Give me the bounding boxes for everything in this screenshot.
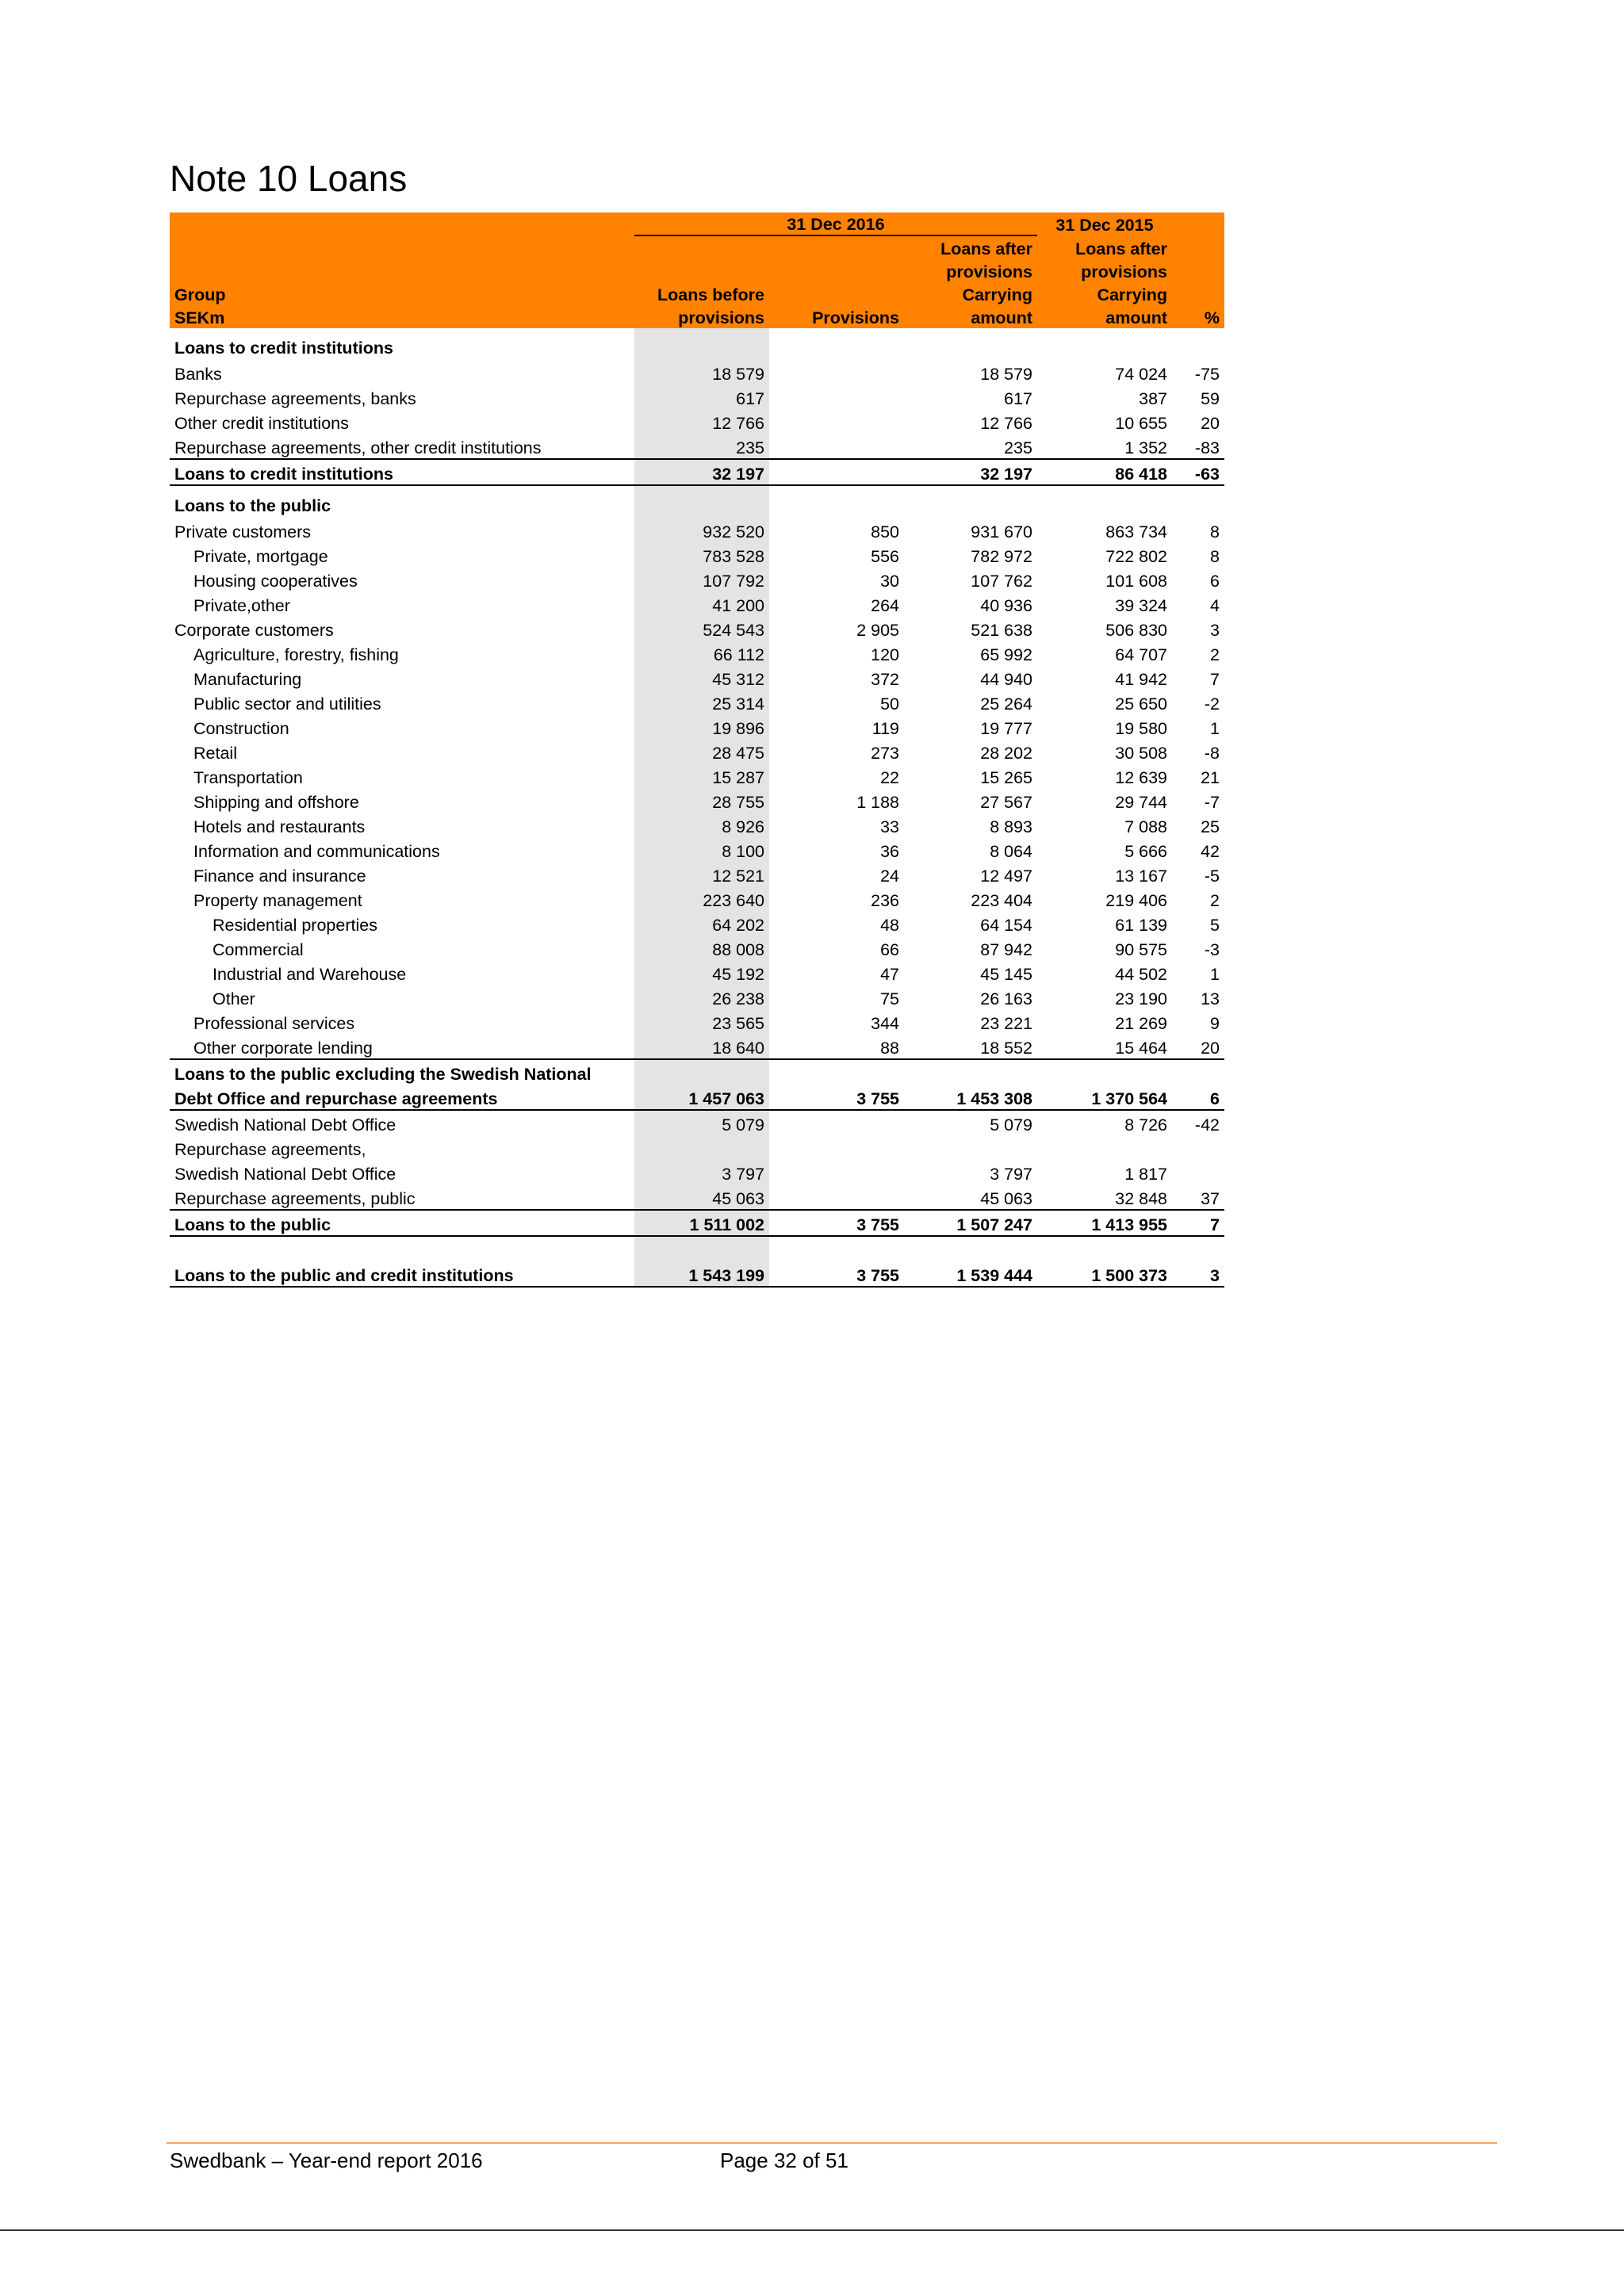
cell-after: 28 202 <box>980 744 1032 763</box>
footer-page-number: Page 32 of 51 <box>720 2149 848 2172</box>
cell-y2015: 19 580 <box>1115 719 1167 738</box>
cell-after: 223 404 <box>971 891 1032 910</box>
cell-y2015: 387 <box>1139 389 1167 408</box>
cell-after: 23 221 <box>980 1014 1032 1033</box>
cell-y2015: 506 830 <box>1105 621 1167 640</box>
cell-prov: 372 <box>871 670 899 689</box>
note-title: Note 10 Loans <box>170 158 408 199</box>
cell-prov <box>769 1135 904 1160</box>
cell-y2015: 29 744 <box>1115 793 1167 812</box>
cell-after: 12 497 <box>980 867 1032 886</box>
table-row <box>170 665 1224 690</box>
cell-y2015: 863 734 <box>1105 522 1167 541</box>
cell-before: 18 579 <box>634 360 769 385</box>
cell-after: 8 064 <box>990 842 1032 861</box>
cell-after: 12 766 <box>980 414 1032 433</box>
cell-before: 1 511 002 <box>634 1210 769 1236</box>
cell-prov <box>769 1160 904 1184</box>
cell-pct: -8 <box>1204 744 1220 763</box>
row-label: Property management <box>193 891 362 910</box>
cell-prov <box>769 1059 904 1085</box>
cell-prov: 66 <box>880 940 899 959</box>
table-row <box>170 862 1224 886</box>
table-row <box>170 1034 1224 1059</box>
cell-after: 18 579 <box>980 365 1032 384</box>
cell-after <box>904 1059 1037 1085</box>
cell-pct: 20 <box>1201 414 1220 433</box>
cell-after: 19 777 <box>980 719 1032 738</box>
cell-prov: 88 <box>880 1039 899 1058</box>
cell-before: 12 521 <box>634 862 769 886</box>
row-label: Debt Office and repurchase agreements <box>170 1085 634 1110</box>
table-row <box>170 1184 1224 1210</box>
cell-y2015: 25 650 <box>1115 695 1167 714</box>
cell-before: 45 312 <box>634 665 769 690</box>
row-label: Manufacturing <box>193 670 302 689</box>
col-after-header-l1: Loans after <box>904 235 1037 259</box>
cell-after <box>904 1236 1037 1256</box>
cell-prov: 30 <box>880 572 899 591</box>
cell-before: 28 475 <box>634 739 769 763</box>
cell-pct: 59 <box>1201 389 1220 408</box>
cell-pct: 1 <box>1210 965 1220 984</box>
table-row <box>170 542 1224 567</box>
cell-y2015: 44 502 <box>1115 965 1167 984</box>
row-label: Residential properties <box>213 916 377 935</box>
cell-y2015: 61 139 <box>1115 916 1167 935</box>
cell-after: 40 936 <box>980 596 1032 615</box>
col-2015-header-l2: provisions <box>1037 259 1172 282</box>
cell-after: 235 <box>1004 438 1032 457</box>
cell-after: 45 145 <box>980 965 1032 984</box>
table-row <box>170 567 1224 591</box>
row-label: Repurchase agreements, public <box>174 1189 416 1208</box>
row-label: Repurchase agreements, other credit institutions <box>174 438 542 457</box>
row-label: Other credit institutions <box>174 414 349 433</box>
cell-y2015: 21 269 <box>1115 1014 1167 1033</box>
cell-prov: 24 <box>880 867 899 886</box>
header-period-row <box>170 212 1224 235</box>
cell-after: 27 567 <box>980 793 1032 812</box>
cell-before: 88 008 <box>634 936 769 960</box>
table-row <box>170 434 1224 459</box>
cell-before: 8 926 <box>634 813 769 837</box>
row-label: Transportation <box>193 768 303 787</box>
total-row-credit <box>170 459 1224 485</box>
cell-pct: 4 <box>1210 596 1220 615</box>
row-label: Other <box>213 989 255 1008</box>
row-label: Private customers <box>174 522 312 541</box>
cell-before: 45 192 <box>634 960 769 985</box>
header-row-4 <box>170 305 1224 328</box>
cell-after: 64 154 <box>980 916 1032 935</box>
cell-before <box>634 1135 769 1160</box>
cell-pct <box>1172 1059 1224 1085</box>
cell-pct <box>1172 1135 1224 1160</box>
cell-prov: 3 755 <box>769 1085 904 1110</box>
cell-before: 26 238 <box>634 985 769 1009</box>
cell-after: 44 940 <box>980 670 1032 689</box>
col-before-header-l2: provisions <box>634 305 769 328</box>
cell-pct <box>1172 328 1224 360</box>
cell-after: 107 762 <box>971 572 1032 591</box>
cell-pct <box>1172 1160 1224 1184</box>
header-row-3 <box>170 282 1224 305</box>
cell-after: 5 079 <box>990 1115 1032 1135</box>
loans-table <box>170 212 1224 1288</box>
table-body <box>170 328 1224 1287</box>
section-heading-credit <box>170 328 1224 360</box>
table-row <box>170 763 1224 788</box>
cell-before: 617 <box>634 385 769 409</box>
table-row <box>170 886 1224 911</box>
table-row <box>170 690 1224 714</box>
cell-pct: 2 <box>1210 645 1220 664</box>
table-row <box>170 788 1224 813</box>
cell-after: 782 972 <box>971 547 1032 566</box>
cell-after: 8 893 <box>990 817 1032 836</box>
row-label: Hotels and restaurants <box>193 817 366 836</box>
row-label: Repurchase agreements, <box>174 1140 366 1159</box>
cell-prov: 36 <box>880 842 899 861</box>
header-row-2 <box>170 259 1224 282</box>
cell-prov: 273 <box>871 744 899 763</box>
footer-report-name: Swedbank – Year-end report 2016 <box>170 2149 483 2172</box>
cell-after: 15 265 <box>980 768 1032 787</box>
cell-y2015 <box>1037 1135 1172 1160</box>
cell-y2015 <box>1037 1059 1172 1085</box>
cell-after: 3 797 <box>990 1165 1032 1184</box>
cell-after: 87 942 <box>980 940 1032 959</box>
cell-before: 12 766 <box>634 409 769 434</box>
cell-y2015: 90 575 <box>1115 940 1167 959</box>
cell-pct: 37 <box>1201 1189 1220 1208</box>
cell-after: 65 992 <box>980 645 1032 664</box>
table-row <box>170 936 1224 960</box>
row-label: Housing cooperatives <box>193 572 358 591</box>
cell-before <box>634 1059 769 1085</box>
cell-pct: 20 <box>1201 1039 1220 1058</box>
cell-y2015: 10 655 <box>1115 414 1167 433</box>
col-2015-header-l1: Loans after <box>1037 235 1172 259</box>
cell-pct: -63 <box>1172 459 1224 485</box>
cell-pct: -3 <box>1204 940 1220 959</box>
cell-after: 617 <box>1004 389 1032 408</box>
cell-after: 1 453 308 <box>904 1085 1037 1110</box>
cell-pct: 8 <box>1210 547 1220 566</box>
row-label: Loans to the public <box>174 496 331 515</box>
cell-prov: 119 <box>871 719 899 738</box>
cell-pct: -7 <box>1204 793 1220 812</box>
cell-after <box>904 485 1037 518</box>
cell-y2015: 86 418 <box>1037 459 1172 485</box>
cell-after: 931 670 <box>971 522 1032 541</box>
cell-prov: 120 <box>871 645 899 664</box>
row-label: Shipping and offshore <box>193 793 359 812</box>
table-row <box>170 837 1224 862</box>
page-edge-line <box>0 2229 1624 2231</box>
cell-y2015: 39 324 <box>1115 596 1167 615</box>
cell-prov <box>769 459 904 485</box>
cell-before: 66 112 <box>634 641 769 665</box>
cell-prov <box>769 434 904 459</box>
cell-prov <box>769 385 904 409</box>
cell-before: 28 755 <box>634 788 769 813</box>
col-pct-header: % <box>1172 305 1224 328</box>
table-row <box>170 518 1224 542</box>
cell-before: 223 640 <box>634 886 769 911</box>
cell-before: 932 520 <box>634 518 769 542</box>
cell-after <box>904 328 1037 360</box>
cell-prov: 3 755 <box>769 1210 904 1236</box>
cell-prov: 48 <box>880 916 899 935</box>
row-label: Other corporate lending <box>193 1039 373 1058</box>
cell-pct: 13 <box>1201 989 1220 1008</box>
cell-pct: 7 <box>1210 670 1220 689</box>
table-row <box>170 641 1224 665</box>
cell-y2015: 41 942 <box>1115 670 1167 689</box>
cell-pct: -5 <box>1204 867 1220 886</box>
col-2015-header-l4: amount <box>1037 305 1172 328</box>
cell-after <box>904 1135 1037 1160</box>
cell-pct: 42 <box>1201 842 1220 861</box>
cell-before: 1 457 063 <box>634 1085 769 1110</box>
col-after-header-l2: provisions <box>904 259 1037 282</box>
unit-label: SEKm <box>170 305 634 328</box>
row-label: Professional services <box>193 1014 355 1033</box>
row-label: Public sector and utilities <box>193 695 381 714</box>
grand-total-row <box>170 1256 1224 1287</box>
cell-prov: 556 <box>871 547 899 566</box>
cell-pct: 3 <box>1172 1256 1224 1287</box>
cell-pct: 3 <box>1210 621 1220 640</box>
cell-y2015 <box>1037 328 1172 360</box>
cell-prov: 3 755 <box>769 1256 904 1287</box>
cell-after: 18 552 <box>980 1039 1032 1058</box>
cell-after: 26 163 <box>980 989 1032 1008</box>
cell-pct <box>1172 485 1224 518</box>
cell-pct: -75 <box>1194 365 1220 384</box>
cell-before: 32 197 <box>634 459 769 485</box>
cell-after: 32 197 <box>904 459 1037 485</box>
cell-before: 64 202 <box>634 911 769 936</box>
col-before-header-l1: Loans before <box>634 282 769 305</box>
row-label: Banks <box>174 365 222 384</box>
row-label: Loans to the public <box>170 1210 634 1236</box>
total-row-excl <box>170 1085 1224 1110</box>
cell-y2015: 74 024 <box>1115 365 1167 384</box>
cell-y2015: 23 190 <box>1115 989 1167 1008</box>
table-row <box>170 385 1224 409</box>
row-label: Commercial <box>213 940 304 959</box>
table-row <box>170 911 1224 936</box>
cell-after: 521 638 <box>971 621 1032 640</box>
cell-prov <box>769 360 904 385</box>
cell-pct: 9 <box>1210 1014 1220 1033</box>
cell-y2015: 1 817 <box>1124 1165 1167 1184</box>
row-label: Corporate customers <box>174 621 334 640</box>
period-2015-label: 31 Dec 2015 <box>1037 212 1172 235</box>
row-label: Loans to credit institutions <box>170 459 634 485</box>
cell-before <box>634 328 769 360</box>
cell-before: 25 314 <box>634 690 769 714</box>
cell-pct: 21 <box>1201 768 1220 787</box>
cell-prov <box>769 485 904 518</box>
period-2016-label: 31 Dec 2016 <box>634 212 1037 235</box>
table-row <box>170 714 1224 739</box>
cell-y2015: 7 088 <box>1124 817 1167 836</box>
cell-before: 18 640 <box>634 1034 769 1059</box>
cell-pct: 8 <box>1210 522 1220 541</box>
cell-pct: 25 <box>1201 817 1220 836</box>
row-label: Loans to the public and credit institutions <box>170 1256 634 1287</box>
cell-prov <box>769 1110 904 1135</box>
cell-y2015: 8 726 <box>1124 1115 1167 1135</box>
row-label <box>170 1236 634 1256</box>
cell-pct: 6 <box>1210 572 1220 591</box>
table-row <box>170 616 1224 641</box>
table-row <box>170 960 1224 985</box>
row-label: Finance and insurance <box>193 867 366 886</box>
table-row <box>170 1160 1224 1184</box>
total-row-excl-l1 <box>170 1059 1224 1085</box>
row-label: Private, mortgage <box>193 547 328 566</box>
table-row <box>170 360 1224 385</box>
cell-y2015: 32 848 <box>1115 1189 1167 1208</box>
cell-y2015: 13 167 <box>1115 867 1167 886</box>
spacer-row <box>170 1236 1224 1256</box>
cell-prov: 33 <box>880 817 899 836</box>
cell-pct: 6 <box>1172 1085 1224 1110</box>
cell-before: 3 797 <box>634 1160 769 1184</box>
col-provisions-header: Provisions <box>769 305 904 328</box>
cell-before: 783 528 <box>634 542 769 567</box>
row-label: Retail <box>193 744 237 763</box>
cell-prov: 75 <box>880 989 899 1008</box>
cell-y2015: 64 707 <box>1115 645 1167 664</box>
section-heading-public <box>170 485 1224 518</box>
cell-before: 23 565 <box>634 1009 769 1034</box>
cell-y2015: 1 413 955 <box>1037 1210 1172 1236</box>
cell-prov: 236 <box>871 891 899 910</box>
table-row <box>170 813 1224 837</box>
cell-before: 107 792 <box>634 567 769 591</box>
cell-y2015: 1 370 564 <box>1037 1085 1172 1110</box>
cell-after: 1 539 444 <box>904 1256 1037 1287</box>
table-row <box>170 1110 1224 1135</box>
cell-y2015: 15 464 <box>1115 1039 1167 1058</box>
cell-y2015: 1 500 373 <box>1037 1256 1172 1287</box>
group-label: Group <box>170 282 634 305</box>
cell-before: 1 543 199 <box>634 1256 769 1287</box>
cell-before: 19 896 <box>634 714 769 739</box>
row-label: Repurchase agreements, banks <box>174 389 416 408</box>
col-after-header-l4: amount <box>904 305 1037 328</box>
cell-after: 45 063 <box>980 1189 1032 1208</box>
col-2015-header-l3: Carrying <box>1037 282 1172 305</box>
cell-prov <box>769 1184 904 1210</box>
table-row <box>170 739 1224 763</box>
cell-before: 45 063 <box>634 1184 769 1210</box>
cell-prov: 2 905 <box>856 621 899 640</box>
cell-pct <box>1172 1236 1224 1256</box>
cell-prov: 50 <box>880 695 899 714</box>
cell-after: 25 264 <box>980 695 1032 714</box>
cell-prov <box>769 328 904 360</box>
cell-pct: 7 <box>1172 1210 1224 1236</box>
cell-before: 235 <box>634 434 769 459</box>
cell-after: 1 507 247 <box>904 1210 1037 1236</box>
cell-prov <box>769 409 904 434</box>
table-row <box>170 591 1224 616</box>
row-label: Swedish National Debt Office <box>174 1115 396 1135</box>
cell-before: 15 287 <box>634 763 769 788</box>
cell-before: 524 543 <box>634 616 769 641</box>
cell-pct: -42 <box>1194 1115 1220 1135</box>
cell-y2015: 219 406 <box>1105 891 1167 910</box>
cell-pct: 5 <box>1210 916 1220 935</box>
cell-y2015: 1 352 <box>1124 438 1167 457</box>
row-label: Industrial and Warehouse <box>213 965 407 984</box>
cell-y2015: 722 802 <box>1105 547 1167 566</box>
table-row <box>170 1135 1224 1160</box>
cell-pct: -83 <box>1194 438 1220 457</box>
cell-prov: 22 <box>880 768 899 787</box>
row-label: Swedish National Debt Office <box>174 1165 396 1184</box>
row-label: Loans to the public excluding the Swedish National <box>170 1059 634 1085</box>
cell-prov: 850 <box>871 522 899 541</box>
row-label: Agriculture, forestry, fishing <box>193 645 399 664</box>
cell-before: 5 079 <box>634 1110 769 1135</box>
cell-before: 8 100 <box>634 837 769 862</box>
cell-before <box>634 485 769 518</box>
cell-pct: 2 <box>1210 891 1220 910</box>
cell-before: 41 200 <box>634 591 769 616</box>
cell-y2015: 30 508 <box>1115 744 1167 763</box>
table-header <box>170 212 1224 328</box>
row-label: Private,other <box>193 596 290 615</box>
row-label: Construction <box>193 719 289 738</box>
cell-y2015 <box>1037 1236 1172 1256</box>
row-label: Loans to credit institutions <box>174 339 393 358</box>
cell-y2015: 12 639 <box>1115 768 1167 787</box>
cell-prov: 1 188 <box>856 793 899 812</box>
cell-before <box>634 1236 769 1256</box>
cell-prov: 264 <box>871 596 899 615</box>
table-row <box>170 985 1224 1009</box>
table-row <box>170 409 1224 434</box>
cell-y2015 <box>1037 485 1172 518</box>
header-row-1 <box>170 235 1224 259</box>
cell-pct: 1 <box>1210 719 1220 738</box>
row-label: Information and communications <box>193 842 440 861</box>
cell-prov: 344 <box>871 1014 899 1033</box>
cell-prov: 47 <box>880 965 899 984</box>
footer-rule <box>167 2142 1497 2144</box>
cell-y2015: 101 608 <box>1105 572 1167 591</box>
table-row <box>170 1009 1224 1034</box>
total-row-public <box>170 1210 1224 1236</box>
cell-y2015: 5 666 <box>1124 842 1167 861</box>
cell-prov <box>769 1236 904 1256</box>
col-after-header-l3: Carrying <box>904 282 1037 305</box>
cell-pct: -2 <box>1204 695 1220 714</box>
